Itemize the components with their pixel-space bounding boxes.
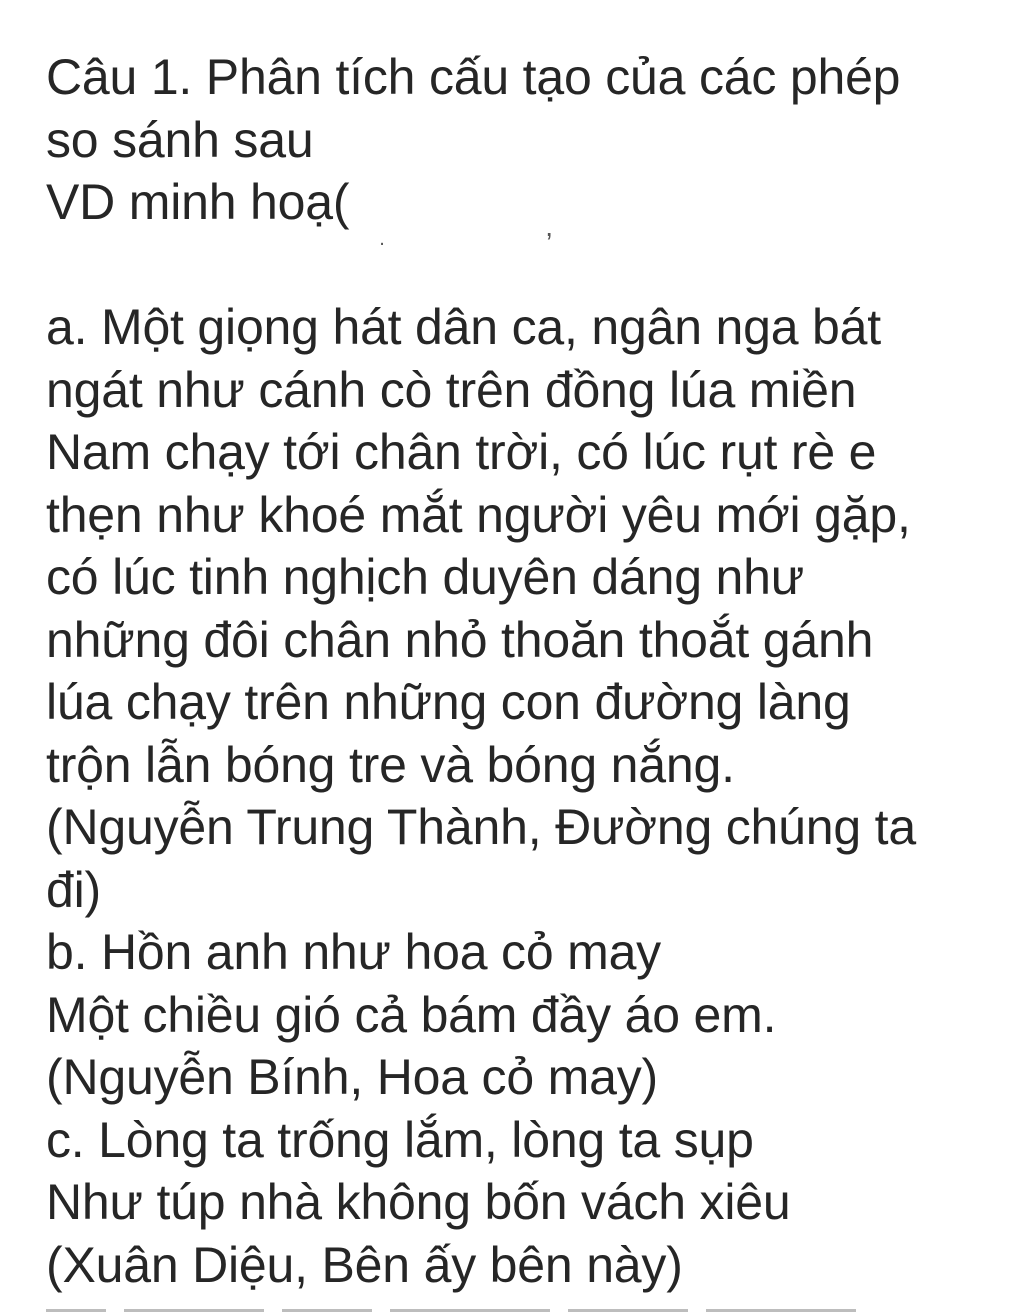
item-c-line-2: Như túp nhà không bốn vách xiêu — [46, 1174, 791, 1230]
item-a-source-line-1: (Nguyễn Trung Thành, Đường chúng ta — [46, 799, 916, 855]
item-c-line-1: c. Lòng ta trống lắm, lòng ta sụp — [46, 1111, 754, 1168]
cut-off-next-line — [46, 1300, 926, 1312]
example-label: VD minh hoạ( — [46, 174, 350, 230]
item-b-line-2: Một chiều gió cả bám đầy áo em. — [46, 986, 777, 1043]
blank-line — [46, 234, 1006, 297]
item-b-line-1: b. Hồn anh như hoa cỏ may — [46, 924, 661, 980]
redacted-area: . , — [379, 210, 553, 250]
item-a-line-5: có lúc tinh nghịch duyên dáng như — [46, 549, 804, 605]
item-c-source: (Xuân Diệu, Bên ấy bên này) — [46, 1236, 683, 1293]
item-b-source: (Nguyễn Bính, Hoa cỏ may) — [46, 1049, 658, 1105]
example-line — [46, 171, 1006, 250]
item-a-line-8: trộn lẫn bóng tre và bóng nắng. — [46, 736, 735, 793]
item-a-line-7: lúa chạy trên những con đường làng — [46, 674, 851, 730]
item-a-source-line-2: đi) — [46, 861, 101, 918]
question-title-line-1: Câu 1. Phân tích cấu tạo của các phép — [46, 49, 901, 105]
item-a-line-1: a. Một giọng hát dân ca, ngân nga bát — [46, 299, 881, 355]
question-text — [46, 46, 1006, 1296]
item-a-line-3: Nam chạy tới chân trời, có lúc rụt rè e — [46, 424, 877, 480]
item-a-line-4: thẹn như khoé mắt người yêu mới gặp, — [46, 486, 911, 543]
item-a-line-6: những đôi chân nhỏ thoăn thoắt gánh — [46, 611, 874, 668]
question-title-line-2: so sánh sau — [46, 111, 314, 168]
item-a-line-2: ngát như cánh cò trên đồng lúa miền — [46, 361, 857, 418]
